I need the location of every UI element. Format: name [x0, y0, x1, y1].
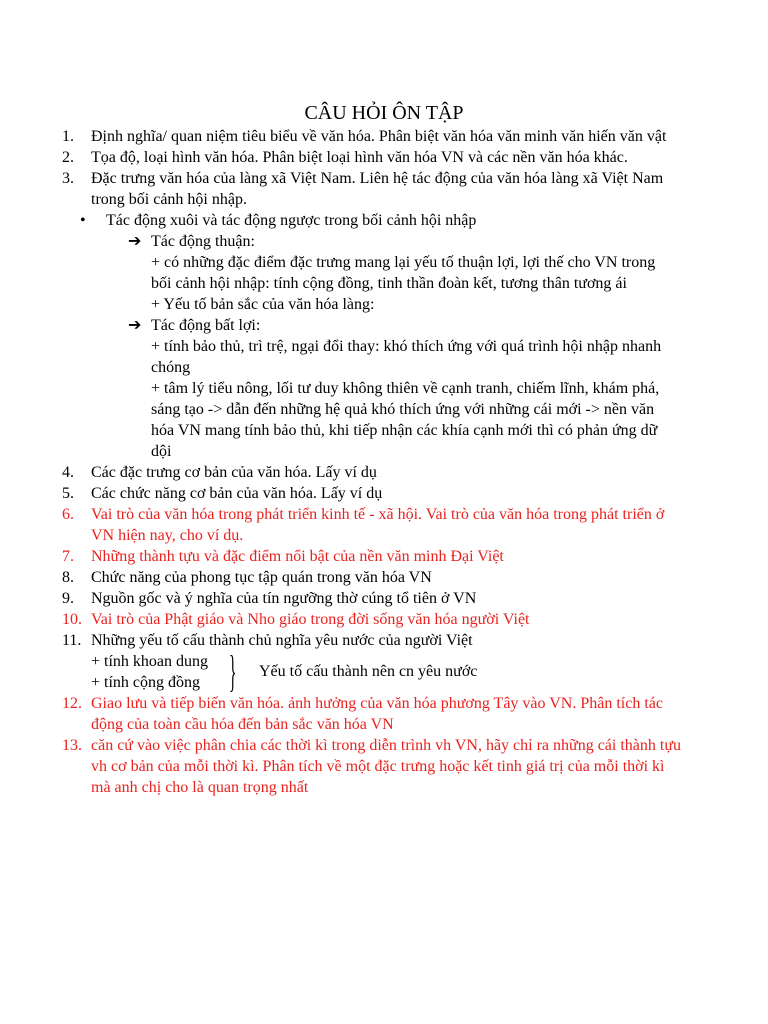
positive-impact-line: + Yếu tố bản sắc của văn hóa làng: — [151, 296, 375, 313]
list-item-highlighted — [0, 609, 681, 630]
bullet-icon: • — [80, 212, 86, 229]
heading-text: Tác động thuận: — [151, 233, 255, 250]
positive-impact-heading — [0, 231, 671, 252]
item-number: 12. — [62, 695, 82, 712]
item-text: Định nghĩa/ quan niệm tiêu biểu về văn hóa. Phân biệt văn hóa văn minh văn hiến văn vật — [91, 128, 667, 145]
list-item — [0, 168, 681, 210]
list-item-highlighted — [0, 735, 681, 798]
list-item — [0, 588, 681, 609]
item-text: Chức năng của phong tục tập quán trong văn hóa VN — [91, 569, 432, 586]
item-text: Nguồn gốc và ý nghĩa của tín ngưỡng thờ cúng tổ tiên ở VN — [91, 590, 477, 607]
item-number: 10. — [62, 611, 82, 628]
negative-impact-heading — [0, 315, 671, 336]
list-item-highlighted — [0, 693, 681, 735]
item-number: 3. — [62, 170, 74, 187]
item-number: 6. — [62, 506, 74, 523]
heading-text: Tác động bất lợi: — [151, 317, 261, 334]
item-number: 4. — [62, 464, 74, 481]
item-text: Vai trò của Phật giáo và Nho giáo trong đời sống văn hóa người Việt — [91, 611, 530, 628]
item-text: Những thành tựu và đặc điểm nổi bật của nền văn minh Đại Việt — [91, 548, 504, 565]
item-number: 1. — [62, 128, 74, 145]
factor-line: + tính khoan dung — [91, 653, 209, 670]
list-item — [0, 630, 681, 651]
right-brace-icon: } — [229, 647, 237, 696]
arrow-right-icon: ➔ — [128, 317, 142, 334]
item-number: 11. — [62, 632, 82, 649]
page-title: CÂU HỎI ÔN TẬP — [304, 102, 464, 124]
item-text: Các đặc trưng cơ bản của văn hóa. Lấy ví dụ — [91, 464, 377, 481]
item-text: căn cứ vào việc phân chia các thời kì trong diễn trình vh VN, hãy chỉ ra những cái thành tựu vh cơ bản của mỗi thời kì. Phân tích về một đặc trưng hoặc kết tinh giá trị của mỗi thời kì mà anh chị cho là quan trọng nhất — [91, 737, 681, 796]
item-number: 2. — [62, 149, 74, 166]
patriotism-factors-group — [0, 647, 768, 696]
item-number: 9. — [62, 590, 74, 607]
item-text: Các chức năng cơ bản của văn hóa. Lấy ví dụ — [91, 485, 383, 502]
item-number: 13. — [62, 737, 82, 754]
factor-line: + tính cộng đồng — [91, 674, 201, 691]
item3-bullet — [0, 210, 666, 231]
factor-label: Yếu tố cấu thành nên cn yêu nước — [259, 663, 478, 680]
list-item — [0, 483, 681, 504]
list-item-highlighted — [0, 504, 681, 546]
list-item — [0, 567, 681, 588]
item-text: Tọa độ, loại hình văn hóa. Phân biệt loại hình văn hóa VN và các nền văn hóa khác. — [91, 149, 628, 166]
positive-impact-line: + có những đặc điểm đặc trưng mang lại yếu tố thuận lợi, lợi thế cho VN trong bối cảnh hội nhập: tính cộng đồng, tinh thần đoàn kết, tương thân tương ái — [151, 254, 656, 292]
arrow-right-icon: ➔ — [128, 233, 142, 250]
item-text: Những yếu tố cấu thành chủ nghĩa yêu nước của người Việt — [91, 632, 473, 649]
item-number: 5. — [62, 485, 74, 502]
item-text: Vai trò của văn hóa trong phát triển kinh tế - xã hội. Vai trò của văn hóa trong phát triển ở VN hiện nay, cho ví dụ. — [91, 506, 665, 544]
item-number: 7. — [62, 548, 74, 565]
item-number: 8. — [62, 569, 74, 586]
item-text: Đặc trưng văn hóa của làng xã Việt Nam. Liên hệ tác động của văn hóa làng xã Việt Nam trong bối cảnh hội nhập. — [91, 170, 664, 208]
list-item — [0, 126, 681, 147]
list-item — [0, 147, 681, 168]
negative-impact-line: + tâm lý tiểu nông, lối tư duy không thiên về cạnh tranh, chiếm lĩnh, khám phá, sáng tạo -> dẫn đến những hệ quả khó thích ứng với những cái mới -> nền văn hóa VN mang tính bảo thủ, khi tiếp nhận các khía cạnh mới thì có phản ứng dữ dội — [151, 380, 660, 460]
item-text: Giao lưu và tiếp biến văn hóa. ảnh hưởng của văn hóa phương Tây vào VN. Phân tích tác động của toàn cầu hóa đến bản sắc văn hóa VN — [91, 695, 663, 733]
list-item-highlighted — [0, 546, 681, 567]
list-item — [0, 462, 681, 483]
bullet-text: Tác động xuôi và tác động ngược trong bối cảnh hội nhập — [106, 212, 477, 229]
question-list — [0, 126, 768, 798]
negative-impact-line: + tính bảo thủ, trì trệ, ngại đổi thay: khó thích ứng với quá trình hội nhập nhanh chóng — [151, 338, 662, 376]
